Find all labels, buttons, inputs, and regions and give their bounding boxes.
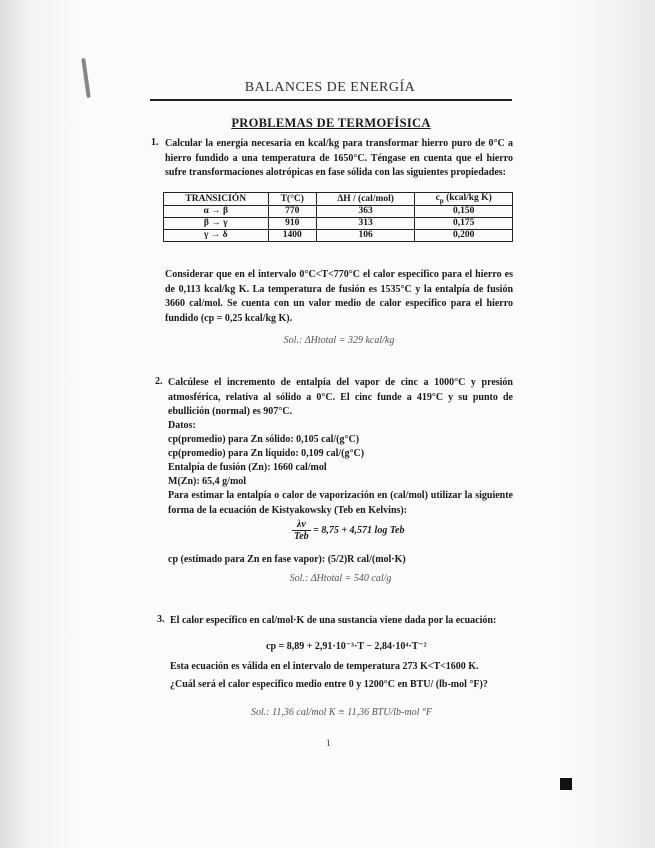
data-line: cp (estimado para Zn en fase vapor): (5/2)R cal/(mol·K) <box>168 554 406 565</box>
table-row <box>164 229 513 241</box>
problem-3-statement: El calor específico en cal/mol·K de una sustancia viene dada por la ecuación: <box>170 615 497 626</box>
table-cell: 0,175 <box>415 217 513 229</box>
col-header-cp: $c_p$ (kcal/kg K) <box>415 193 513 206</box>
data-line: Entalpía de fusión (Zn): 1660 cal/mol <box>168 462 327 473</box>
table-cell: 0,150 <box>415 205 513 217</box>
table-header-row <box>164 193 513 206</box>
table-cell: 0,200 <box>415 229 513 241</box>
table-cell: β → γ <box>164 217 269 229</box>
scan-artifact-mark <box>81 58 91 98</box>
cp-formula: cp = 8,89 + 2,91·10⁻³·T − 2,84·10⁴·T⁻² <box>266 641 427 652</box>
problem-1-conditions: Considerar que en el intervalo 0°C<T<770°C el calor específico para el hierro es de 0,113 kcal/kg K. La temperatura de fusión es 1535°C y la entalpía de fusión 3660 cal/mol. Se cuenta con un valor medio de calor específico para el hierro fundido (cp = 0,25 kcal/kg K). <box>165 269 513 324</box>
table-cell: 313 <box>316 217 414 229</box>
table-cell: 363 <box>316 205 414 217</box>
problem-1-solution: Sol.: ΔHtotal = 329 kcal/kg <box>283 335 395 346</box>
formula-denominator: Teb <box>294 531 309 542</box>
problem-2-solution: Sol.: ΔHtotal = 540 cal/g <box>289 573 392 584</box>
col-header-transicion: TRANSICIÓN <box>164 193 269 206</box>
problem-2-kistyakowsky-text: Para estimar la entalpía o calor de vaporización en (cal/mol) utilizar la siguiente forma de la ecuación de Kistyakowsky (Teb en Kelvins): <box>168 490 513 516</box>
problem-1-number: 1. <box>151 137 159 148</box>
scan-corner-mark <box>560 778 572 790</box>
data-line: cp(promedio) para Zn líquido: 0,109 cal/(g°C) <box>168 448 365 459</box>
table-cell: α → β <box>164 205 269 217</box>
formula-numerator: λv <box>292 519 311 531</box>
table-cell: 770 <box>268 205 316 217</box>
validity-text: Esta ecuación es válida en el intervalo de temperatura 273 K<T<1600 K. <box>170 661 479 672</box>
table-cell: 1400 <box>268 229 316 241</box>
header-divider <box>150 99 512 101</box>
problem-3-solution: Sol.: 11,36 cal/mol K ≡ 11,36 BTU/lb-mol °F <box>251 707 432 718</box>
formula-rhs: = 8,75 + 4,571 log Teb <box>313 524 405 536</box>
kistyakowsky-formula <box>292 519 404 542</box>
table-row <box>164 205 513 217</box>
question-text: ¿Cuál será el calor específico medio entre 0 y 1200°C en BTU/ (lb-mol °F)? <box>170 679 488 690</box>
problem-1-statement: Calcular la energía necesaria en kcal/kg para transformar hierro puro de 0°C a hierro fundido a una temperatura de 1650°C. Téngase en cuenta que el hierro sufre transformaciones alotrópicas en fase sólida con las siguientes propiedades: <box>165 138 513 178</box>
col-header-temperature: T(°C) <box>268 193 316 206</box>
problem-3-number: 3. <box>157 614 165 625</box>
problem-2-statement: Calcúlese el incremento de entalpía del vapor de cinc a 1000°C y presión atmosférica, relativa al sólido a 0°C. El cinc funde a 419°C y su punto de ebullición (normal) es 907°C. <box>168 377 513 417</box>
datos-label: Datos: <box>168 420 196 431</box>
transition-table <box>163 192 513 242</box>
table-cell: 106 <box>316 229 414 241</box>
data-line: M(Zn): 65,4 g/mol <box>168 476 247 487</box>
col-header-enthalpy: ΔH / (cal/mol) <box>316 193 414 206</box>
problem-2-number: 2. <box>155 376 163 387</box>
page-number: 1 <box>326 738 331 748</box>
section-title: PROBLEMAS DE TERMOFÍSICA <box>231 116 431 130</box>
page-header-title: BALANCES DE ENERGÍA <box>244 80 416 95</box>
data-line: cp(promedio) para Zn sólido: 0,105 cal/(g°C) <box>168 434 360 445</box>
table-cell: 910 <box>268 217 316 229</box>
table-row <box>164 217 513 229</box>
table-cell: γ → δ <box>164 229 269 241</box>
